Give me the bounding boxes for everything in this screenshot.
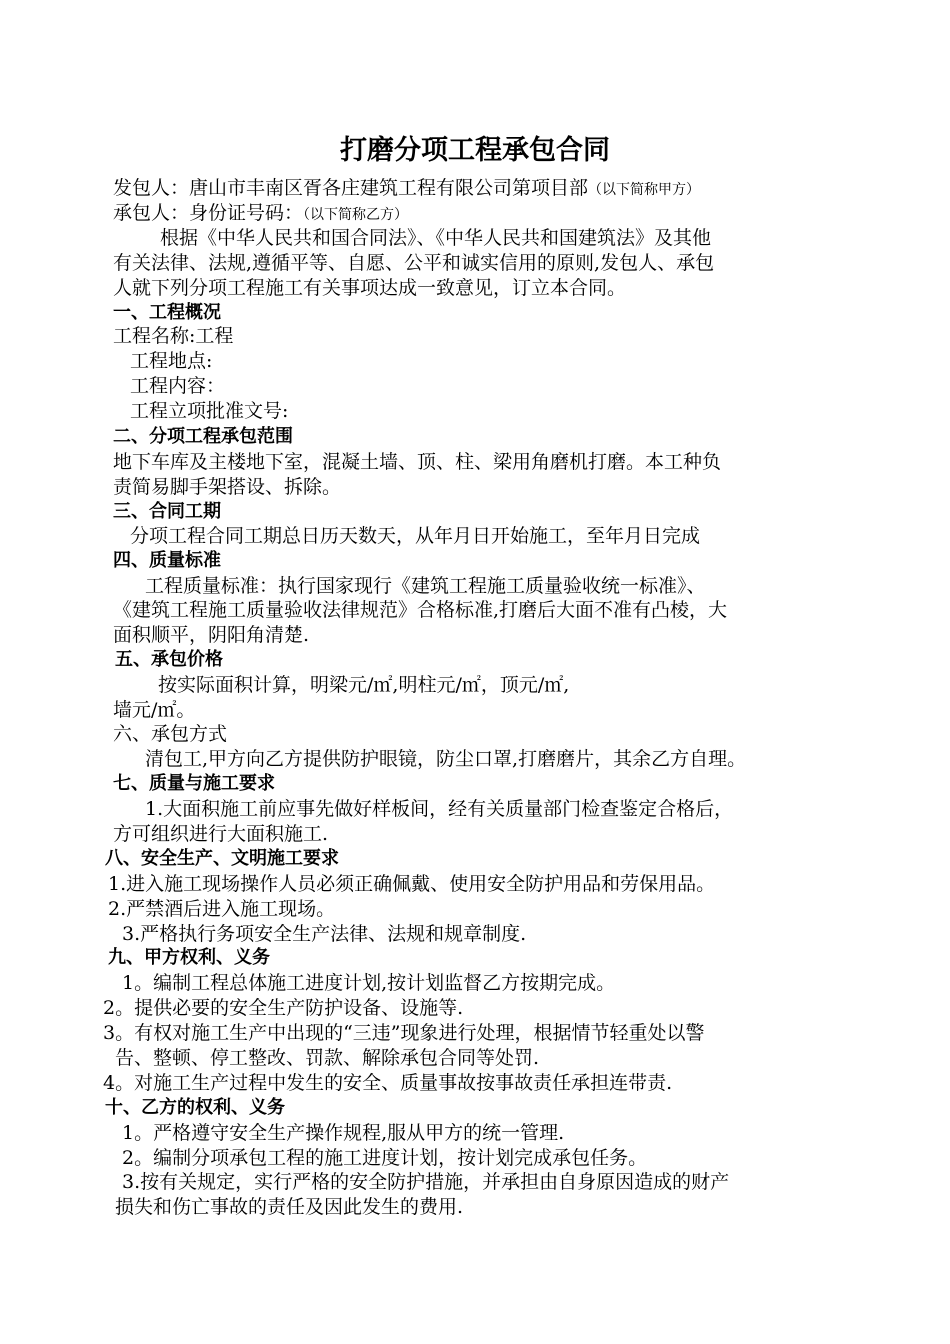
party-a-line: 4。对施工生产过程中发生的安全、质量事故按事故责任承担连带责. [103, 1072, 673, 1094]
section-heading-quality: 四、质量标准 [113, 550, 221, 571]
section-heading-safety: 八、安全生产、文明施工要求 [105, 848, 339, 869]
contractor-label: 承包人：身份证号码： [113, 202, 304, 224]
party-a-line: 2。提供必要的安全生产防护设备、设施等. [103, 997, 464, 1019]
overview-line: 工程地点: [130, 350, 213, 372]
section-heading-method: 六、承包方式 [113, 723, 228, 745]
party-a-line: 告、整顿、停工整改、罚款、解除承包合同等处罚. [115, 1047, 540, 1069]
party-b-line: 损失和伤亡事故的责任及因此发生的费用. [115, 1196, 464, 1218]
preamble-line: 人就下列分项工程施工有关事项达成一致意见，订立本合同。 [113, 277, 627, 299]
scope-line: 地下车库及主楼地下室，混凝土墙、顶、柱、梁用角磨机打磨。本工种负 [113, 451, 722, 473]
party-a-line: 1。编制工程总体施工进度计划,按计划监督乙方按期完成。 [122, 972, 616, 994]
employer-note: （以下简称甲方） [588, 182, 701, 198]
contractor-line [113, 201, 408, 227]
section-heading-price: 五、承包价格 [115, 649, 223, 670]
safety-line: 1.进入施工现场操作人员必须正确佩戴、使用安全防护用品和劳保用品。 [108, 873, 716, 895]
section-heading-overview: 一、工程概况 [113, 302, 221, 323]
employer-label: 发包人：唐山市丰南区胥各庄建筑工程有限公司第项目部 [113, 177, 589, 199]
requirements-line: 1.大面积施工前应事先做好样板间，经有关质量部门检查鉴定合格后， [145, 798, 734, 820]
overview-line: 工程名称:工程 [113, 325, 234, 347]
preamble-line: 有关法律、法规,遵循平等、自愿、公平和诚实信用的原则,发包人、承包 [113, 252, 715, 274]
section-heading-party-b: 十、乙方的权利、义务 [105, 1097, 285, 1118]
employer-line [113, 176, 700, 202]
quality-line: 面积顺平，阴阳角清楚. [113, 624, 310, 646]
contractor-note: （以下简称乙方） [303, 207, 409, 223]
section-heading-requirements: 七、质量与施工要求 [113, 773, 275, 794]
section-heading-party-a: 九、甲方权利、义务 [108, 947, 270, 968]
overview-line: 工程立项批准文号: [130, 400, 289, 422]
period-line: 分项工程合同工期总日历天数天，从年月日开始施工，至年月日完成 [130, 525, 701, 547]
scope-line: 责简易脚手架搭设、拆除。 [113, 476, 342, 498]
quality-line: 工程质量标准：执行国家现行《建筑工程施工质量验收统一标准》、 [145, 575, 706, 597]
section-heading-period: 三、合同工期 [113, 501, 221, 522]
quality-line: 《建筑工程施工质量验收法律规范》合格标准,打磨后大面不准有凸棱，大 [113, 599, 728, 621]
safety-line: 2.严禁酒后进入施工现场。 [108, 898, 336, 920]
party-b-line: 1。严格遵守安全生产操作规程,服从甲方的统一管理. [122, 1122, 565, 1144]
party-b-line: 2。编制分项承包工程的施工进度计划，按计划完成承包任务。 [122, 1147, 648, 1169]
party-a-line: 3。有权对施工生产中出现的“三违”现象进行处理，根据情节轻重处以警 [103, 1022, 705, 1044]
safety-line: 3.严格执行务项安全生产法律、法规和规章制度. [122, 923, 527, 945]
document-title: 打磨分项工程承包合同 [340, 135, 610, 166]
party-b-line: 3.按有关规定，实行严格的安全防护措施，并承担由自身原因造成的财产 [122, 1171, 730, 1193]
overview-line: 工程内容： [130, 375, 226, 397]
method-line: 清包工,甲方向乙方提供防护眼镜，防尘口罩,打磨磨片，其余乙方自理。 [145, 748, 747, 770]
requirements-line: 方可组织进行大面积施工. [113, 823, 329, 845]
section-heading-scope: 二、分项工程承包范围 [113, 426, 293, 447]
price-line: 墙元/㎡。 [113, 699, 196, 721]
price-line: 按实际面积计算，明梁元/㎡,明柱元/㎡，顶元/㎡, [158, 674, 570, 696]
preamble-line: 根据《中华人民共和国合同法》、《中华人民共和国建筑法》及其他 [160, 227, 712, 249]
